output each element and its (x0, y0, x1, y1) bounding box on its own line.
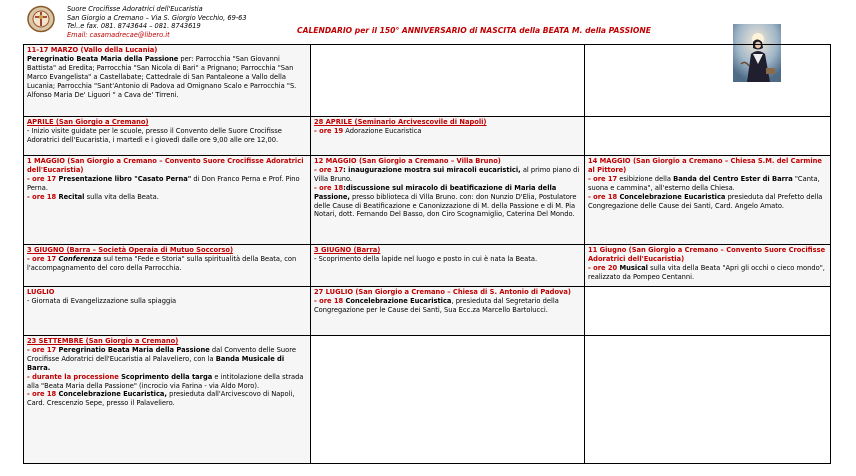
calendar-cell-empty (585, 336, 831, 464)
event-title: Concelebrazione Eucaristica (343, 296, 452, 305)
org-line: Tel..e fax. 081. 8743644 – 081. 8743619 (67, 22, 201, 31)
calendar-cell (585, 245, 831, 287)
event-heading: 27 LUGLIO (San Giorgio a Cremano – Chiesa di S. Antonio di Padova) (314, 288, 571, 296)
event-text (588, 264, 827, 282)
event-description: "Canta, suona e cammina", all'esterno della Chiesa. (588, 174, 820, 192)
event-text (27, 346, 307, 373)
event-heading: 11 Giugno (San Giorgio a Cremano – Convento Suore Crocifisse Adoratrici dell'Eucaristia) (588, 246, 826, 263)
calendar-cell-empty (311, 336, 585, 464)
event-text (314, 297, 581, 315)
event-title: Concelebrazione Eucaristica, (56, 390, 167, 399)
calendar-cell-empty (585, 117, 831, 156)
event-time: - ore 18 (314, 296, 344, 305)
event-time: - ore 17 (588, 174, 618, 183)
calendar-cell-empty (585, 45, 831, 117)
event-title: Musical (617, 263, 648, 272)
event-description: sulla vita della Beata. (84, 192, 159, 201)
event-text (314, 184, 581, 220)
event-text (27, 55, 307, 100)
event-time: - ore 17 (314, 165, 344, 174)
event-heading: LUGLIO (27, 288, 55, 296)
calendar-cell (24, 156, 311, 245)
event-text (27, 175, 307, 193)
organization-info (67, 5, 247, 40)
event-heading: APRILE (San Giorgio a Cremano) (27, 118, 149, 126)
event-title: Peregrinatio Beata Maria della Passione (56, 345, 210, 354)
event-time: - ore 18 (588, 192, 618, 201)
event-description: di Don Franco Perna e Prof. Pino Perna. (27, 174, 300, 192)
calendar-cell-empty (311, 45, 585, 117)
event-heading: 23 SETTEMBRE (San Giorgio a Cremano) (27, 337, 179, 345)
event-time: - ore 18 (314, 183, 344, 192)
event-text (314, 166, 581, 184)
event-title: :discussione sul miracolo di beatificazione di Maria della Passione, (314, 183, 557, 201)
event-description: - Inizio visite guidate per le scuole, presso il Convento delle Suore Crocifisse Adoratrici dell'Eucaristia, i martedì e i giovedì dalle ore 9,00 alle ore 12,00. (27, 126, 282, 144)
event-description: dal Convento delle Suore Crocifisse Adoratrici dell'Eucaristia al Palaveliero, con la (27, 345, 296, 363)
event-heading: 11-17 MARZO (Vallo della Lucania) (27, 46, 158, 54)
event-description: , presieduta dal Segretario della Congregazione per le Cause dei Santi, Sua Ecc.za Marcello Bartolucci. (314, 296, 559, 314)
calendar-cell (311, 245, 585, 287)
page-title: CALENDARIO per il 150° ANNIVERSARIO di NASCITA della BEATA M. della PASSIONE (297, 26, 651, 35)
event-text (588, 175, 827, 193)
calendar-row (24, 336, 831, 464)
event-time: - durante la processione (27, 372, 119, 381)
org-email: Email: casamadrecae@libero.it (67, 31, 170, 40)
event-text (314, 127, 581, 136)
event-time: - ore 17 (27, 254, 57, 263)
event-title: Recital (56, 192, 85, 201)
event-heading: 3 GIUGNO (Barra – Società Operaia di Mutuo Soccorso) (27, 246, 234, 254)
event-title: Banda Musicale di Barra. (27, 354, 285, 372)
org-line: Suore Crocifisse Adoratrici dell'Eucaristia (67, 5, 203, 13)
calendar-row (24, 117, 831, 156)
calendar-cell (24, 245, 311, 287)
crest-icon (26, 5, 56, 33)
calendar-cell (24, 287, 311, 336)
event-heading: 14 MAGGIO (San Giorgio a Cremano – Chiesa S.M. del Carmine al Pittore) (588, 157, 822, 174)
event-time: - ore 20 (588, 263, 618, 272)
calendar-cell (585, 156, 831, 245)
event-time: - ore 17 (27, 345, 57, 354)
event-description: e intitolazione della strada alla "Beata Maria della Passione" (incrocio via Farina - via Aldo Moro). (27, 372, 304, 390)
event-description: al primo piano di Villa Bruno. (314, 165, 580, 183)
calendar-cell (311, 117, 585, 156)
event-title: : inaugurazione mostra sui miracoli eucaristici, (343, 165, 521, 174)
event-time: - ore 18 (27, 390, 57, 399)
event-title: Banda del Centro Ester di Barra (673, 174, 793, 183)
event-title: Peregrinatio Beata Maria della Passione (27, 54, 179, 63)
calendar-cell (24, 45, 311, 117)
calendar-cell (24, 117, 311, 156)
calendar-row (24, 45, 831, 117)
event-description: presieduta dall'Arcivescovo di Napoli, Card. Crescenzio Sepe, presso il Palaveliero. (27, 390, 295, 408)
calendar-cell (24, 336, 311, 464)
calendar-cell-empty (585, 287, 831, 336)
event-description: - Scoprimento della lapide nel luogo e posto in cui è nata la Beata. (314, 254, 538, 263)
event-title: Presentazione libro "Casato Perna" (56, 174, 192, 183)
event-description: esibizione della (617, 174, 674, 183)
calendar-cell (311, 287, 585, 336)
event-description: sulla vita della Beata "Apri gli occhi o cieco mondo", realizzato da Pompeo Centanni. (588, 263, 825, 281)
calendar-table (23, 44, 831, 464)
event-description: - Giornata di Evangelizzazione sulla spiaggia (27, 296, 177, 305)
event-time: - ore 18 (27, 192, 57, 201)
event-heading: 12 MAGGIO (San Giorgio a Cremano – Villa Bruno) (314, 157, 501, 165)
event-description: per: Parrocchia "San Giovanni Battista" ad Eredita; Parrocchia "San Nicola di Bari" a Prignano; Parrocchia "San Marco Evangelista" a Castellabate; Cattedrale di San Pantaleone a Vallo della Lucania; Parrocchia "Sant'Antonio di Padova ad Omignano Scalo e Parrocchia "S. Alfonso Maria De' Liguori " a Cava de' Tirreni. (27, 54, 297, 99)
event-description: sul tema "Fede e Storia" sulla spiritualità della Beata, con l'accompagnamento del coro della Parrocchia. (27, 254, 297, 272)
event-title: Concelebrazione Eucaristica (617, 192, 726, 201)
calendar-cell (311, 156, 585, 245)
event-heading: 28 APRILE (Seminario Arcivescovile di Napoli) (314, 118, 487, 126)
event-text (27, 390, 307, 408)
event-time: - ore 19 (314, 126, 344, 135)
calendar-row (24, 245, 831, 287)
event-text (27, 193, 307, 202)
calendar-row (24, 287, 831, 336)
event-description: presieduta dal Prefetto della Congregazione delle Cause dei Santi, Card. Angelo Amato. (588, 192, 823, 210)
event-heading: 1 MAGGIO (San Giorgio a Cremano – Convento Suore Crocifisse Adoratrici dell'Eucaristia) (27, 157, 304, 174)
event-heading: 3 GIUGNO (Barra) (314, 246, 381, 254)
calendar-row (24, 156, 831, 245)
org-line: San Giorgio a Cremano – Via S. Giorgio Vecchio, 69-63 (67, 13, 247, 22)
event-title: Conferenza (56, 254, 102, 263)
event-text (27, 255, 307, 273)
event-description: presso biblioteca di Villa Bruno. con: don Nunzio D'Elia, Postulatore delle Cause di Beatificazione e Canonizzazione di M. della Passione e di M. Pia Notari, dott. Fernando Del Basso, don Ciro Scognamiglio, Caterina Del Mondo. (314, 192, 577, 219)
event-time: - ore 17 (27, 174, 57, 183)
event-text (588, 193, 827, 211)
event-text (27, 373, 307, 391)
event-description: Adorazione Eucaristica (343, 126, 422, 135)
event-title: Scoprimento della targa (118, 372, 213, 381)
